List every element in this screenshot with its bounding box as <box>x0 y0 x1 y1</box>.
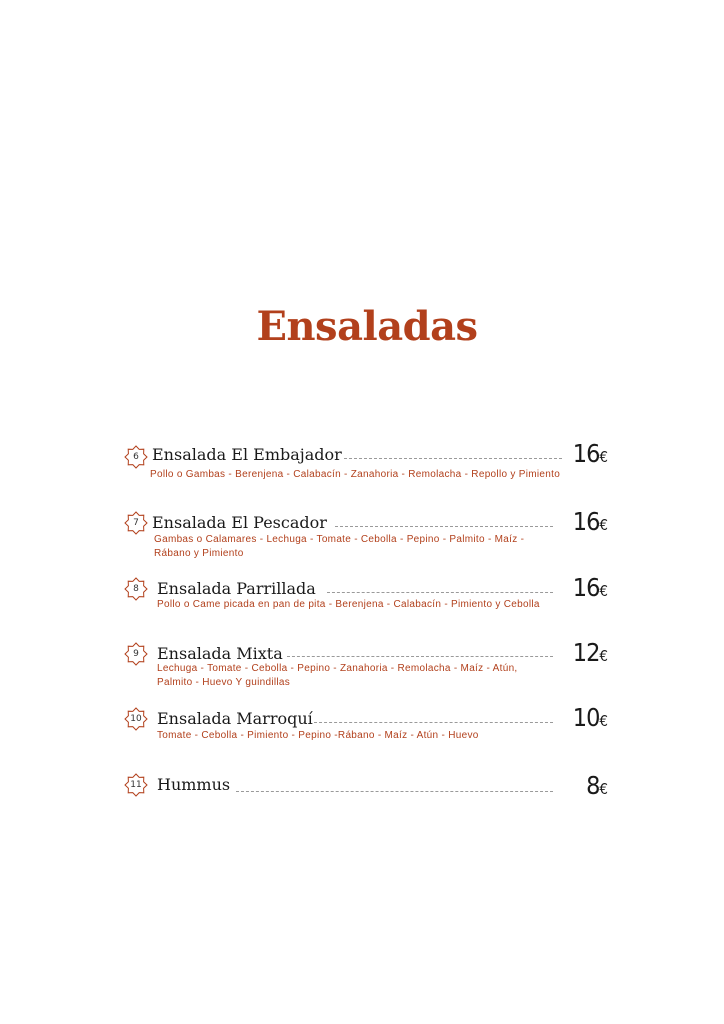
item-number: 6 <box>133 452 139 462</box>
page-title: Ensaladas <box>256 303 478 350</box>
description-line: Rábano y Pimiento <box>154 548 244 559</box>
item-price: 16€ <box>572 439 608 468</box>
dotted-leader <box>287 656 553 657</box>
item-number: 9 <box>133 649 139 659</box>
item-number: 11 <box>130 780 142 790</box>
item-description: Tomate - Cebolla - Pimiento - Pepino -Rábano - Maíz - Atún - Huevo <box>157 730 479 741</box>
number-badge <box>124 707 148 731</box>
description-line: Gambas o Calamares - Lechuga - Tomate - Cebolla - Pepino - Palmito - Maíz - <box>154 534 525 545</box>
number-badge <box>124 445 148 469</box>
dotted-leader <box>236 791 553 792</box>
description-line: Palmito - Huevo Y guindillas <box>157 677 291 688</box>
number-badge <box>124 773 148 797</box>
description-line: Lechuga - Tomate - Cebolla - Pepino - Zanahoria - Remolacha - Maíz - Atún, <box>157 663 518 674</box>
dotted-leader <box>344 458 562 459</box>
number-badge <box>124 511 148 535</box>
item-name: Ensalada Mixta <box>157 644 283 663</box>
item-name: Ensalada El Embajador <box>152 445 342 464</box>
item-name: Hummus <box>157 775 231 794</box>
item-number: 7 <box>133 518 139 528</box>
item-description <box>154 533 524 561</box>
dotted-leader <box>314 722 553 723</box>
item-name: Ensalada Marroquí <box>157 709 313 728</box>
item-price: 10€ <box>572 703 608 732</box>
number-badge <box>124 577 148 601</box>
item-number: 10 <box>130 714 142 724</box>
dotted-leader <box>327 592 553 593</box>
item-price: 8€ <box>586 771 608 800</box>
item-description: Pollo o Came picada en pan de pita - Berenjena - Calabacín - Pimiento y Cebolla <box>157 599 540 610</box>
item-price: 16€ <box>572 507 608 536</box>
item-name: Ensalada Parrillada <box>157 579 316 598</box>
item-number: 8 <box>133 584 139 594</box>
item-name: Ensalada El Pescador <box>152 513 327 532</box>
item-price: 12€ <box>572 638 608 667</box>
number-badge <box>124 642 148 666</box>
item-description: Pollo o Gambas - Berenjena - Calabacín - Zanahoria - Remolacha - Repollo y Pimiento <box>150 469 561 480</box>
item-price: 16€ <box>572 573 608 602</box>
dotted-leader <box>335 526 553 527</box>
item-description <box>157 662 518 690</box>
